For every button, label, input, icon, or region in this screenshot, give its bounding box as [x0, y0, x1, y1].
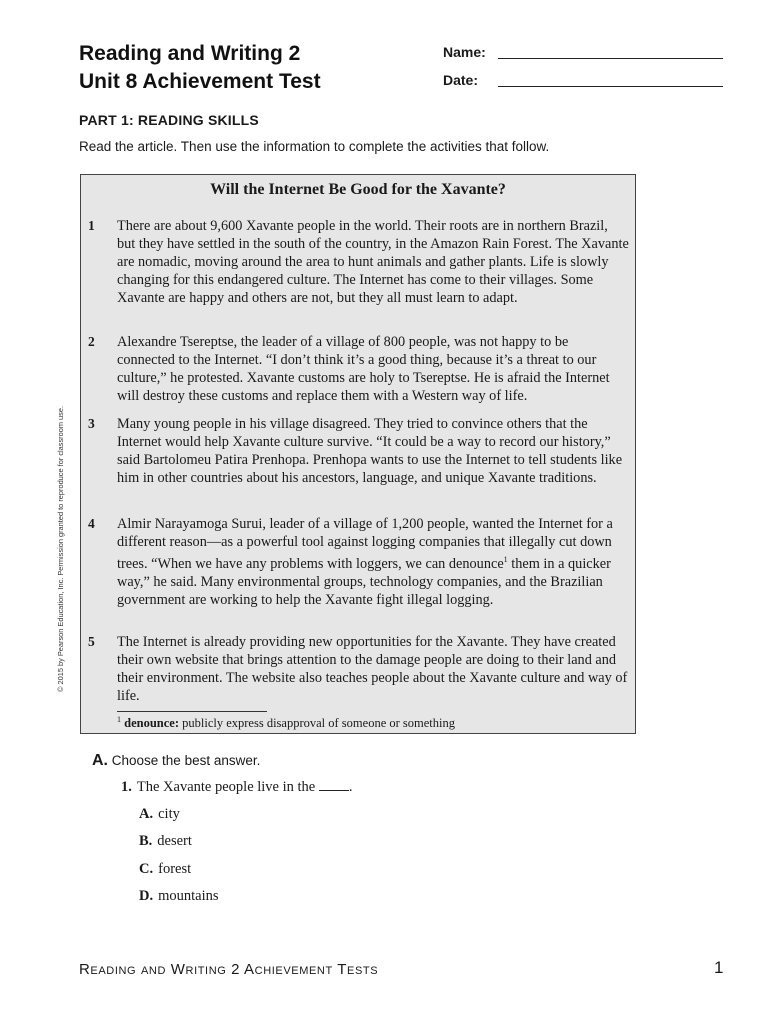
- option-letter: A.: [139, 806, 154, 822]
- name-line[interactable]: [498, 58, 723, 59]
- article-title: Will the Internet Be Good for the Xavante?: [210, 181, 506, 198]
- footnote-divider: [117, 711, 267, 712]
- paragraph-4: [81, 515, 635, 609]
- paragraph-text: Many young people in his village disagreed. They tried to convince others that the Internet would help Xavante culture survive. “It could be a way to record our history,” said Bartolomeu Patira Prenhopa. Prenhopa wants to use the Internet to tell students like him in other countries about his ancestors, language, and unique Xavante traditions.: [117, 416, 623, 486]
- paragraph-text: [117, 515, 629, 609]
- copyright-side-note: © 2015 by Pearson Education, Inc. Permission granted to reproduce for classroom use.: [56, 405, 65, 692]
- paragraph-number: 1: [88, 218, 95, 233]
- footnote: [117, 715, 455, 731]
- question-text-end: .: [348, 779, 353, 795]
- footnote-ref: 1: [503, 555, 508, 564]
- paragraph-3: [81, 415, 635, 487]
- option-c[interactable]: [139, 861, 191, 878]
- paragraph-5: [81, 633, 635, 705]
- answer-blank[interactable]: [319, 778, 349, 791]
- section-instruction: Choose the best answer.: [111, 753, 261, 768]
- option-letter: C.: [139, 861, 154, 877]
- option-text: desert: [157, 833, 192, 849]
- paragraph-text-part: them in a quicker way,” he said. Many environmental groups, technology companies, and the Brazilian government are working to help the Xavante fight illegal logging.: [117, 555, 611, 608]
- title-line-1: Reading and Writing 2: [79, 42, 301, 65]
- paragraph-text: The Internet is already providing new opportunities for the Xavante. They have created their own website that brings attention to the damage people are doing to their land and their environment. The website also teaches people about the Xavante culture and way of life.: [117, 634, 628, 704]
- option-a[interactable]: [139, 806, 180, 823]
- article-box: [80, 174, 636, 734]
- footnote-marker: 1: [117, 715, 121, 724]
- paragraph-1: [81, 217, 635, 307]
- section-a-heading: [92, 752, 260, 770]
- date-line[interactable]: [498, 86, 723, 87]
- name-label: Name:: [443, 44, 486, 60]
- footnote-term: denounce:: [124, 716, 179, 731]
- name-field[interactable]: [443, 44, 497, 60]
- instructions: Read the article. Then use the information to complete the activities that follow.: [79, 139, 550, 154]
- question-1: [121, 778, 353, 796]
- paragraph-number: 4: [88, 516, 95, 531]
- paragraph-text-part: Almir Narayamoga Surui, leader of a village of 1,200 people, wanted the Internet for a different reason—as a powerful tool against logging companies that illegally cut down trees. “When we have any problems with loggers, we can denounce: [117, 516, 613, 572]
- question-number: 1.: [121, 779, 132, 795]
- part-heading: PART 1: READING SKILLS: [79, 112, 259, 128]
- option-letter: D.: [139, 888, 154, 904]
- date-field[interactable]: [443, 72, 497, 88]
- paragraph-number: 3: [88, 416, 95, 431]
- paragraph-number: 5: [88, 634, 95, 649]
- paragraph-text: There are about 9,600 Xavante people in the world. Their roots are in northern Brazil, but they have settled in the south of the country, in the Amazon Rain Forest. The Xavante are nomadic, moving around the area to hunt animals and gather plants. Life is slowly changing for this endangered culture. The Internet has come to their villages. Some Xavante are happy and others are not, but they all must learn to adapt.: [117, 218, 629, 306]
- test-title: [79, 40, 321, 96]
- option-d[interactable]: [139, 888, 219, 905]
- footnote-definition: publicly express disapproval of someone or something: [179, 716, 455, 731]
- option-text: forest: [158, 861, 192, 877]
- option-text: mountains: [158, 888, 219, 904]
- page-footer: Reading and Writing 2 Achievement Tests: [79, 961, 379, 978]
- date-label: Date:: [443, 72, 479, 88]
- option-letter: B.: [139, 833, 153, 849]
- page-number: 1: [714, 958, 724, 977]
- paragraph-text: Alexandre Tsereptse, the leader of a village of 800 people, was not happy to be connected to the Internet. “I don’t think it’s a good thing, because it’s a threat to our culture,” he protested. Xavante customs are holy to Tsereptse. He is afraid the Internet will destroy these customs and replace them with a Western way of life.: [117, 334, 610, 404]
- paragraph-number: 2: [88, 334, 95, 349]
- option-text: city: [158, 806, 180, 822]
- section-letter: A.: [92, 752, 108, 769]
- title-line-2: Unit 8 Achievement Test: [79, 70, 321, 93]
- option-b[interactable]: [139, 833, 192, 850]
- paragraph-2: [81, 333, 635, 405]
- question-text: The Xavante people live in the: [136, 779, 319, 795]
